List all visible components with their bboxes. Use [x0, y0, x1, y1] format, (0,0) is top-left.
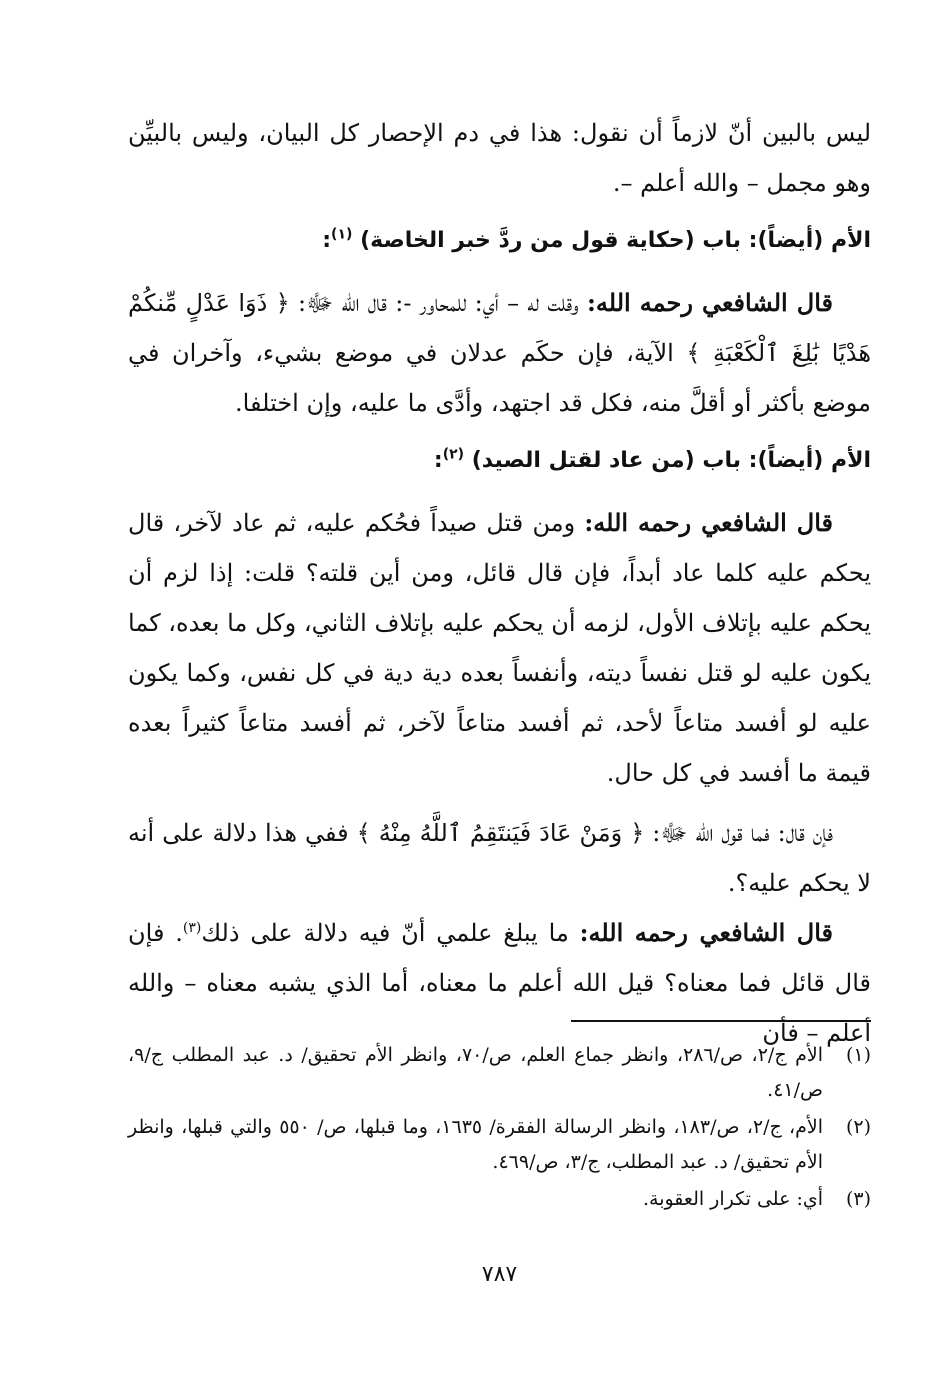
- footnote-number: (١): [845, 1044, 871, 1066]
- section-heading: [128, 216, 871, 266]
- footnote-ref[interactable]: (٢): [442, 446, 465, 463]
- paragraph-text: الآية، فإن حكَم عدلان في موضع بشيء، وآخران في موضع بأكثر أو أقلَّ منه، فكل قد اجتهد، وأدَّى ما عليه، وإن اختلفا.: [128, 339, 871, 417]
- quran-verse: ﴿ وَمَنْ عَادَ فَيَنتَقِمُ ٱللَّهُ مِنْهُ ﴾: [356, 819, 645, 847]
- heading-label: الأم (أيضاً): باب (حكاية قول من ردَّ خبر الخاصة): [360, 228, 871, 253]
- heading-colon: :: [433, 448, 443, 473]
- paragraph: [128, 908, 871, 1058]
- footnote-number: (٣): [845, 1188, 871, 1210]
- paragraph-text: . فإن قال قائل فما معناه؟ قيل الله أعلم ما معناه، أما الذي يشبه معناه – والله أعلم – فأن: [128, 919, 871, 1047]
- paragraph-text: فإن قال: فما قول الله ﷻ:: [644, 819, 833, 847]
- footnote-ref[interactable]: (٣): [182, 920, 202, 936]
- paragraph-continuation: ليس بالبين أنّ لازماً أن نقول: هذا في دم الإحصار كل البيان، وليس بالبيِّن وهو مجمل – والله أعلم –.: [128, 119, 871, 197]
- footnote-item: [128, 1038, 871, 1108]
- speaker-label: قال الشافعي رحمه الله:: [579, 918, 833, 947]
- speaker-label: قال الشافعي رحمه الله:: [584, 508, 833, 537]
- footnote-item: [128, 1110, 871, 1180]
- heading-label: الأم (أيضاً): باب (من عاد لقتل الصيد): [471, 448, 871, 473]
- footnote-ref[interactable]: (١): [331, 226, 353, 243]
- section-heading: [128, 436, 871, 486]
- paragraph-text: ما يبلغ علمي أنّ فيه دلالة على ذلك: [201, 919, 580, 947]
- page-number: ٧٨٧: [481, 1262, 518, 1287]
- quran-verse: ﴿ ذَوَا عَدْلٍ مِّنكُمْ هَدْيًا بَٰلِغَ ٱلْكَعْبَةِ ﴾: [128, 289, 871, 367]
- paragraph: [128, 808, 871, 908]
- footnote-text: الأم ج/٢، ص/٢٨٦، وانظر جماع العلم، ص/٧٠، وانظر الأم تحقيق/ د. عبد المطلب ج/٩، ص/٤١.: [128, 1044, 824, 1101]
- footnote-text: الأم، ج/٢، ص/١٨٣، وانظر الرسالة الفقرة/ ١٦٣٥، وما قبلها، ص/ ٥٥٠ والتي قبلها، وانظر الأم تحقيق/ د. عبد المطلب، ج/٣، ص/٤٦٩.: [128, 1116, 823, 1173]
- footnote-number: (٢): [845, 1116, 871, 1138]
- footnote-divider: [571, 1020, 871, 1022]
- paragraph-text: ومن قتل صيداً فحُكم عليه، ثم عاد لآخر، قال يحكم عليه كلما عاد أبداً، فإن قال قائل، ومن أين قلته؟ قلت: إذا لزم أن يحكم عليه بإتلاف الأول، لزمه أن يحكم عليه بإتلاف الثاني، وكل ما بعده، كما يكون عليه لو قتل نفساً ديته، وأنفساً بعده دية دية في كل نفس، وكما يكون عليه لو أفسد متاعاً لأحد، ثم أفسد متاعاً لآخر، ثم أفسد متاعاً كثيراً بعده قيمة ما أفسد في كل حال.: [128, 509, 871, 787]
- paragraph: [128, 498, 871, 798]
- speaker-label: قال الشافعي رحمه الله:: [587, 288, 834, 317]
- main-text: [128, 108, 871, 1058]
- book-page: [128, 0, 871, 1386]
- paragraph: [128, 278, 871, 428]
- paragraph-text: ففي هذا دلالة على أنه لا يحكم عليه؟.: [128, 819, 871, 897]
- paragraph-text: وقلت له – أي: للمحاور -: قال الله ﷻ:: [289, 289, 588, 317]
- heading-colon: :: [322, 228, 332, 253]
- footnotes: [128, 1038, 871, 1219]
- footnote-text: أي: على تكرار العقوبة.: [642, 1188, 823, 1210]
- footnote-item: [128, 1182, 871, 1217]
